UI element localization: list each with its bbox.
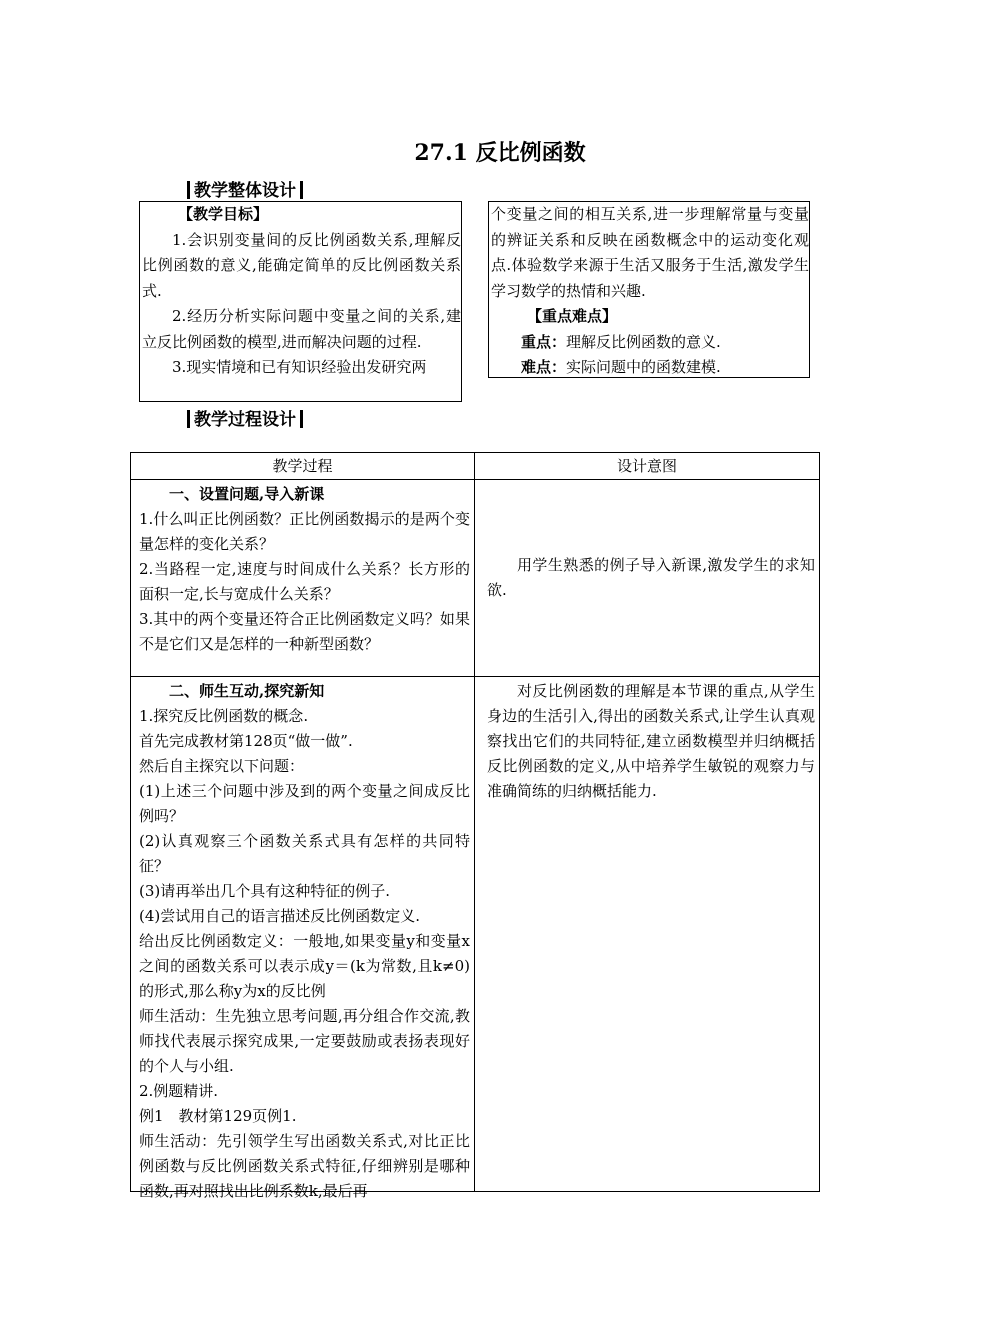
goal-item: 3.现实情境和已有知识经验出发研究两 bbox=[172, 358, 427, 376]
process-line: 例1 教材第129页例1. bbox=[139, 1107, 297, 1125]
process-line: 师生活动：先引领学生写出函数关系式,对比正比例函数与反比例函数关系式特征,仔细辨别是哪种函数,再对照找出比例系数k,最后再 bbox=[139, 1132, 470, 1200]
heading-bar-left bbox=[187, 181, 190, 199]
process-cell bbox=[131, 677, 475, 1200]
process-line: 首先完成教材第128页“做一做”. bbox=[139, 732, 353, 750]
column-header-intent: 设计意图 bbox=[475, 453, 820, 480]
table-header-row bbox=[131, 453, 820, 480]
column-header-process: 教学过程 bbox=[131, 453, 475, 480]
intent-text: 用学生熟悉的例子导入新课,激发学生的求知欲. bbox=[487, 556, 815, 599]
key-points-heading: 【重点难点】 bbox=[527, 307, 618, 325]
page-title: 27.1 反比例函数 bbox=[414, 140, 586, 166]
process-line: 3.其中的两个变量还符合正比例函数定义吗？如果不是它们又是怎样的一种新型函数？ bbox=[139, 610, 470, 653]
section-heading: 二、师生互动,探究新知 bbox=[169, 682, 325, 700]
heading-bar-left bbox=[187, 410, 190, 428]
goal-continued-text: 个变量之间的相互关系,进一步理解常量与变量的辨证关系和反映在函数概念中的运动变化观点.体验数学来源于生活又服务于生活,激发学生学习数学的热情和兴趣. bbox=[491, 205, 809, 300]
intent-text: 对反比例函数的理解是本节课的重点,从学生身边的生活引入,得出的函数关系式,让学生认真观察找出它们的共同特征,建立函数模型并归纳概括反比例函数的定义,从中培养学生敏锐的观察力与准确简练的归纳概括能力. bbox=[487, 682, 815, 800]
process-design-heading bbox=[183, 405, 307, 430]
process-line: 给出反比例函数定义：一般地,如果变量y和变量x之间的函数关系可以表示成y＝(k为常数,且k≠0)的形式,那么称y为x的反比例 bbox=[139, 932, 470, 1000]
key-point-text: 理解反比例函数的意义. bbox=[566, 332, 721, 351]
table-row bbox=[131, 677, 820, 1192]
process-design-heading-text: 教学过程设计 bbox=[194, 410, 296, 430]
section-heading: 一、设置问题,导入新课 bbox=[169, 485, 325, 503]
difficulty-label: 难点： bbox=[521, 358, 567, 376]
process-line: 2.例题精讲. bbox=[139, 1082, 219, 1100]
process-line: 1.探究反比例函数的概念. bbox=[139, 707, 309, 725]
goals-heading: 【教学目标】 bbox=[178, 205, 269, 223]
overall-design-heading bbox=[183, 176, 307, 201]
key-point-label: 重点： bbox=[521, 332, 567, 351]
difficulty bbox=[491, 355, 809, 381]
process-line: (2)认真观察三个函数关系式具有怎样的共同特征？ bbox=[139, 832, 470, 875]
intent-cell bbox=[475, 480, 820, 677]
difficulty-text: 实际问题中的函数建模. bbox=[566, 358, 721, 376]
process-line: 然后自主探究以下问题： bbox=[139, 757, 305, 775]
heading-bar-right bbox=[300, 181, 303, 199]
process-line: (4)尝试用自己的语言描述反比例函数定义. bbox=[139, 907, 421, 925]
key-point bbox=[491, 330, 809, 356]
process-line: (1)上述三个问题中涉及到的两个变量之间成反比例吗？ bbox=[139, 782, 470, 825]
intent-cell bbox=[475, 677, 820, 1192]
goals-box bbox=[139, 201, 462, 402]
goals-continued-box bbox=[488, 201, 810, 378]
goal-item: 2.经历分析实际问题中变量之间的关系,建立反比例函数的模型,进而解决问题的过程. bbox=[142, 307, 461, 351]
heading-bar-right bbox=[300, 410, 303, 428]
goal-item: 1.会识别变量间的反比例函数关系,理解反比例函数的意义,能确定简单的反比例函数关系式. bbox=[142, 230, 461, 300]
overall-design-heading-text: 教学整体设计 bbox=[194, 181, 296, 201]
process-line: 2.当路程一定,速度与时间成什么关系？长方形的面积一定,长与宽成什么关系？ bbox=[139, 560, 470, 603]
process-cell bbox=[131, 480, 475, 677]
process-line: 师生活动：生先独立思考问题,再分组合作交流,教师找代表展示探究成果,一定要鼓励或表扬表现好的个人与小组. bbox=[139, 1007, 470, 1075]
process-table bbox=[130, 452, 820, 1200]
process-line: 1.什么叫正比例函数？正比例函数揭示的是两个变量怎样的变化关系？ bbox=[139, 510, 470, 553]
process-line: (3)请再举出几个具有这种特征的例子. bbox=[139, 882, 391, 900]
table-row bbox=[131, 480, 820, 677]
